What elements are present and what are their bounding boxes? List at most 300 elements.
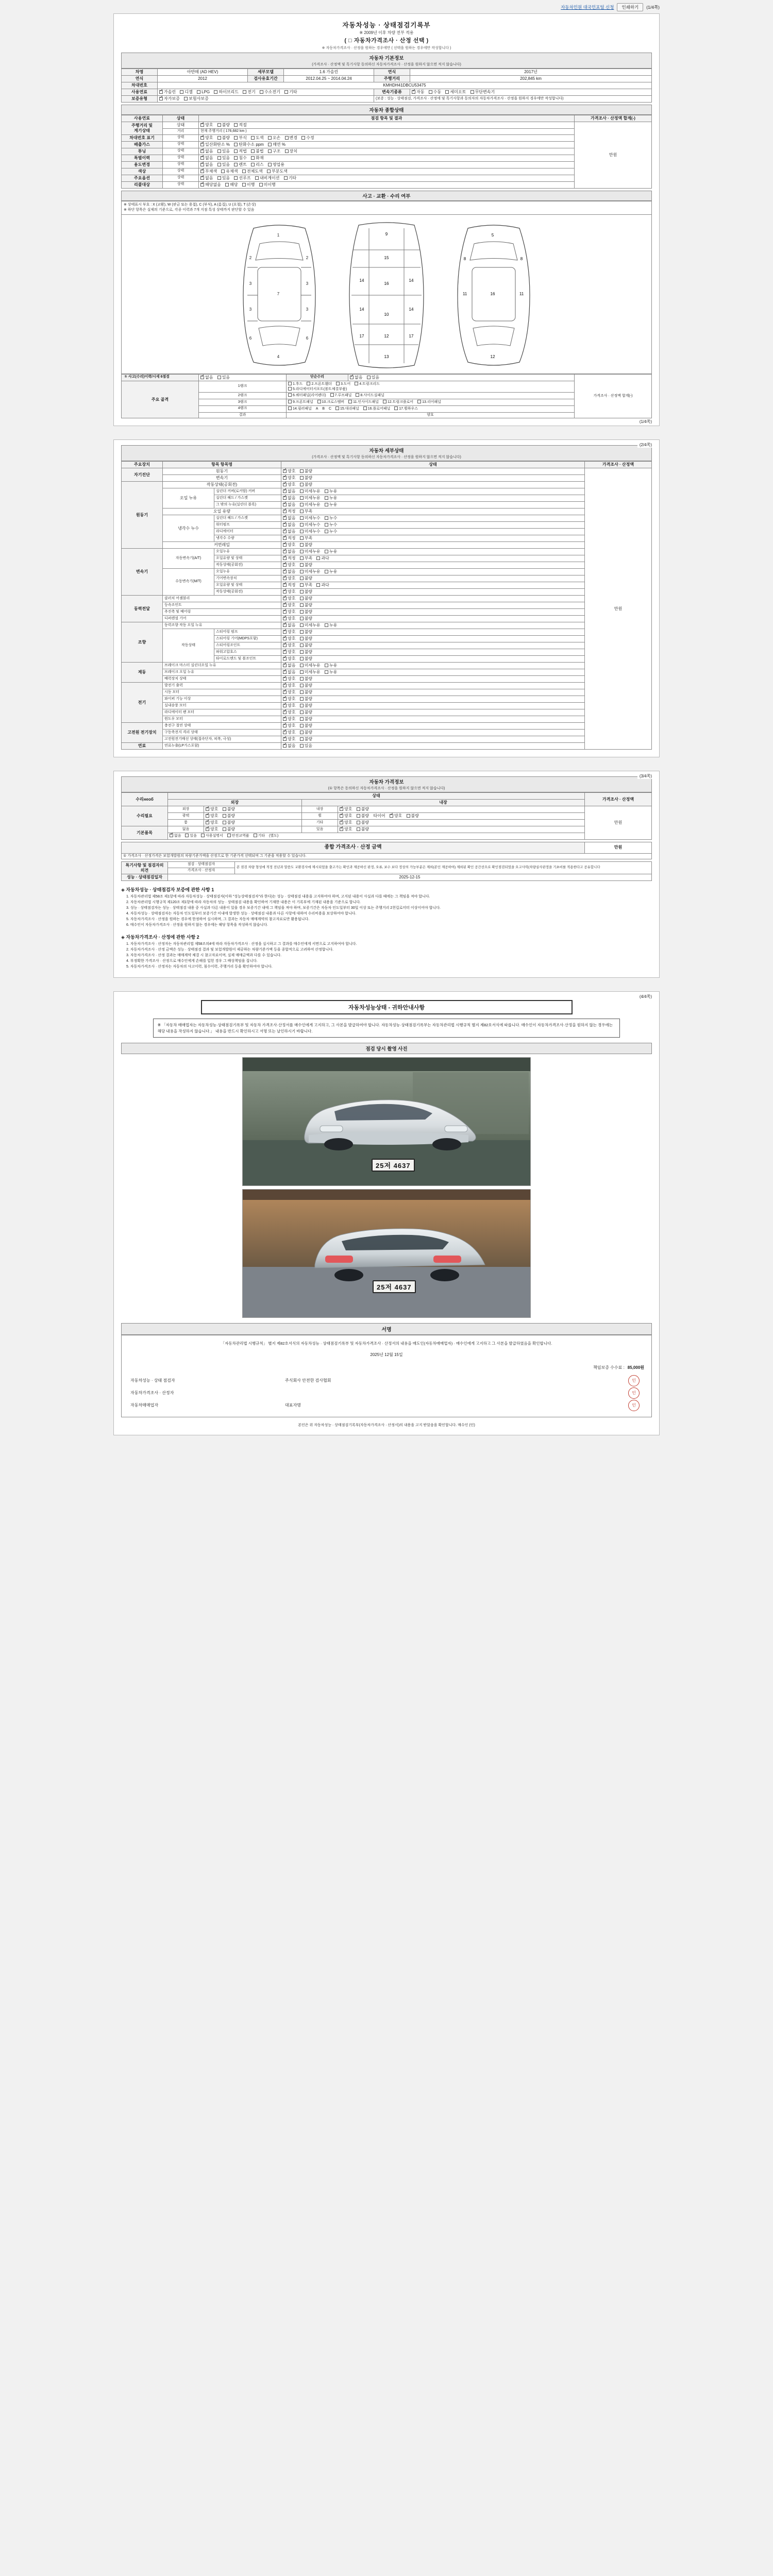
steer-oilleak-none[interactable]: ✓ 없음 [283,623,295,628]
row-label-history: 특별이력 [122,155,163,161]
portal-link[interactable]: 자동차민원 대국민포털 신청 [561,5,614,10]
row-label-recall: 리콜대상 [122,181,163,188]
radiator-fan-bad[interactable]: 불량 [300,710,312,715]
block-none[interactable]: ✓ 없음 [283,502,295,507]
steer-joint-good[interactable]: ✓ 양호 [283,643,295,648]
rank3-item-1[interactable]: 10.크로스멤버 [317,400,345,405]
state-at-oilstate [281,555,585,562]
steer-oilleak-minor[interactable]: 미세누유 [300,623,321,628]
charge-port-bad[interactable]: 불량 [300,723,312,728]
mt-oilleak-none[interactable]: ✓ 없음 [283,569,295,574]
starter-good[interactable]: ✓ 양호 [283,690,295,695]
wiper-bad[interactable]: 불량 [300,697,312,702]
commonrail-bad[interactable]: 불량 [300,543,312,548]
rank-label-3: 3랭크 [199,399,287,406]
mt-oilstate-over[interactable]: 과다 [316,583,329,588]
at-oilleak-none[interactable]: ✓ 없음 [283,549,295,554]
trans-option-semiauto[interactable]: 세미오토 [445,90,466,95]
basic-yes-good[interactable]: ✓ 양호 [340,827,352,832]
option-sunroof[interactable]: 선루프 [234,176,250,181]
print-button[interactable]: 인쇄하기 [617,3,643,11]
recall-yes[interactable]: 해당 [225,182,238,188]
table-row [122,515,652,522]
table-row [122,709,652,716]
selfdiag-engine-bad[interactable]: 불량 [300,469,312,474]
sign-company-appraiser [283,1387,624,1399]
rank4-item-4[interactable]: 15.대쉬패널 [335,406,359,412]
basic-safety[interactable]: 안전교역품 [227,834,249,839]
basic-yes-label: 있음 [302,826,338,833]
etc-bad[interactable]: 불량 [357,820,369,825]
row-sub-color: 상태 [163,168,199,175]
headgasket-leak[interactable]: 누유 [325,496,337,501]
fuel-option-gasoline[interactable]: ✓ 가솔린 [159,90,176,95]
fuel-option-lpg[interactable]: LPG [197,90,210,95]
rank1-item-2[interactable]: 3.도어 [336,382,350,387]
price-head-ext: 외장 [168,800,302,806]
option-navigation[interactable]: 내비게이션 [255,176,280,181]
section-basic-info-title: 자동차 기본정보 [369,56,404,61]
accident-note-1: ※ 상태표시 부호 : X (교환), W (판금 또는 용접), C (부식), A (흠집), U (요철), T (손상) [124,202,256,207]
at-oilleak-minor[interactable]: 미세누유 [300,549,321,554]
car-diagram [121,215,652,374]
coolantamount-low[interactable]: 부족 [300,536,312,541]
page4-title: 자동차성능상태 - 귀하안내사항 [201,1000,573,1014]
table-row [122,488,652,495]
subitem-rockercover: 실린더 커버(로커암) 커버 [214,488,281,495]
page-title: 자동차성능 · 상태점검기록부 [342,22,431,29]
sub-manual-trans: 수동변속기(M/T) [163,569,214,596]
basic-none-bad[interactable]: 불량 [223,827,235,832]
tuning-legal[interactable]: 적법 [234,149,246,154]
table-row [122,813,652,820]
vin-paint[interactable]: 도색 [251,135,263,141]
tire-bad[interactable]: 불량 [407,814,419,819]
power-hose-good[interactable]: ✓ 양호 [283,650,295,655]
polish-good[interactable]: ✓ 양호 [206,814,218,819]
blower-bad[interactable]: 불량 [300,703,312,708]
usechange-lease[interactable]: 리스 [251,162,263,167]
page2-mark: (2/4쪽) [637,442,654,448]
page1-footer-mark: (1/4쪽) [637,419,654,425]
booster-bad[interactable]: 불량 [300,676,312,682]
table-row [122,806,652,813]
row-items-history [199,155,575,161]
window-motor-bad[interactable]: 불량 [300,717,312,722]
tuning-illegal[interactable]: 불법 [251,149,263,154]
propshaft-bad[interactable]: 불량 [300,609,312,615]
row-sub-distance: 거리 [163,129,199,135]
tierod-good[interactable]: ✓ 양호 [283,656,295,662]
col-head-price: 가격조사 · 산정액 합계(-) [575,115,652,122]
svg-text:16: 16 [384,281,389,286]
item-steer-operation: 작동상태 [163,629,214,663]
basic-yes-bad[interactable]: 불량 [357,827,369,832]
table-row [122,69,652,76]
coolanthead-minor[interactable]: 미세누수 [300,516,321,521]
at-operation-good[interactable]: ✓ 양호 [283,563,295,568]
price-col-state: 상태 [168,793,585,800]
option-yes[interactable]: 있음 [217,176,230,181]
page-title-secondary: ( □ 자동차가격조사 · 산정 선택 ) [344,38,429,44]
svg-text:2: 2 [249,255,252,260]
tuning-structure[interactable]: 구조 [268,149,280,154]
rank2-item-1[interactable]: 7.루프패널 [330,393,352,398]
svg-text:5: 5 [491,232,494,238]
option-etc[interactable]: 기타 [284,176,296,181]
at-oilstate-low[interactable]: 부족 [300,556,312,561]
steer-joint-bad[interactable]: 불량 [300,643,312,648]
toolbar [113,3,660,11]
cvjoint-good[interactable]: ✓ 양호 [283,603,295,608]
item-mt-oilstate: 오일유량 및 상태 [214,582,281,589]
color-partial-paint[interactable]: 부분도색 [267,169,288,174]
mileage-bad[interactable]: 불량 [217,123,230,128]
differential-bad[interactable]: 불량 [300,616,312,621]
basic-separate: (별도) [268,834,279,838]
recall-notdone[interactable]: 미이행 [259,182,276,188]
svg-text:8: 8 [520,256,523,261]
coolanthead-leak[interactable]: 누수 [325,516,337,521]
clutch-good[interactable]: ✓ 양호 [283,596,295,601]
warranty-option-self[interactable]: ✓ 자가보증 [159,96,180,101]
rank2-item-0[interactable]: 6.쿼터패널(리어펜더) [288,393,326,398]
master-cyl-none[interactable]: ✓ 없음 [283,663,295,668]
power-hose-bad[interactable]: 불량 [300,650,312,655]
emission-smoke[interactable]: 매연 % [268,142,285,147]
rank4-item-2[interactable]: B [322,406,325,411]
item-blower: 실내송풍 모터 [163,703,281,709]
master-cyl-leak[interactable]: 누유 [325,663,337,668]
rank4-item-1[interactable]: A [315,406,318,411]
rank4-item-3[interactable]: C [328,406,332,411]
brake-oil-none[interactable]: ✓ 없음 [283,670,295,675]
basic-manual[interactable]: 사용설명서 [201,834,223,839]
explain-item-1-3: 4. 자동차성능 · 상태점검자는 자동차 인도일부터 보증기간 이내에 발생한 성능 · 상태점검 내용과 다른 사항에 대하여 수리비용을 보상하여야 합니다. [126,912,357,916]
repair-etc-label: 기타 [302,820,338,826]
section-condition-band: 자동차 종합상태 [121,105,652,115]
fuel-option-electric[interactable]: 전기 [243,90,255,95]
clutch-bad[interactable]: 불량 [300,596,312,601]
starter-bad[interactable]: 불량 [300,690,312,695]
waterpump-minor[interactable]: 미세누수 [300,522,321,528]
usechange-rent[interactable]: 렌트 [234,162,246,167]
alternator-bad[interactable]: 불량 [300,683,312,688]
fuel-option-hybrid[interactable]: 하이브리드 [214,90,239,95]
fuel-option-diesel[interactable]: 디젤 [180,90,192,95]
page-2 [113,439,660,757]
at-oilstate-over[interactable]: 과다 [316,556,329,561]
price-col-amount: 가격조사 · 산정액 [585,793,652,806]
fuel-option-other[interactable]: 기타 [284,90,297,95]
color-chromatic[interactable]: 유채색 [221,169,238,174]
history-fire[interactable]: 화재 [251,156,263,161]
item-differential: 디퍼렌셜 기어 [163,616,281,622]
state-mt-operation [281,589,585,596]
brake-oil-leak[interactable]: 누유 [325,670,337,675]
rockercover-minor[interactable]: 미세누유 [300,489,321,494]
simple-repair-yes[interactable]: 있음 [367,375,379,380]
mt-operation-good[interactable]: ✓ 양호 [283,589,295,595]
recall-done[interactable]: 이행 [242,182,255,188]
field-label-inspection: 검사유효기간 [248,76,284,82]
vin-changed[interactable]: 변경 [285,135,297,141]
accident-history-label: ① 사고(수리)이력/시세 6점검 [122,374,199,381]
rank3-item-4[interactable]: 13.리어패널 [417,400,441,405]
block-leak[interactable]: 누유 [325,502,337,507]
basic-extra-none[interactable]: ✓없음 [170,834,181,839]
history-yes[interactable]: 있음 [217,156,230,161]
row-label-options: 주요옵션 [122,175,163,181]
explain-item-1-5: 6. 매수인이 자동차가격조사 · 산정을 원하지 않는 경우에는 해당 항목을 작성하지 않습니다. [126,923,268,927]
mt-gearshift-bad[interactable]: 불량 [300,576,312,581]
fuel-leak-yes[interactable]: 있음 [300,743,312,749]
alternator-good[interactable]: ✓ 양호 [283,683,295,688]
wheel-bad[interactable]: 불량 [357,814,369,819]
selfdiag-trans-bad[interactable]: 불량 [300,476,312,481]
hv-battery-good[interactable]: ✓ 양호 [283,730,295,735]
vin-corrosion[interactable]: 부식 [234,135,246,141]
mileage-proper[interactable]: 적절 [234,123,246,128]
warranty-note: (보증 : 성능 · 상태점검, 가격조사 · 산정에 및 특기사항과 동의자의 자동차가격조사 · 산정을 원하지 경우에만 작성합니다) [374,96,652,103]
oilamount-ok[interactable]: ✓ 적정 [283,509,295,514]
commonrail-good[interactable]: ✓ 양호 [283,543,295,548]
rank1-item-1[interactable]: 2.프론트휀더 [307,382,332,387]
fee-label: 책임보증 수수료 : [593,1365,625,1370]
block-minor[interactable]: 미세누유 [300,502,321,507]
group-brake: 제동 [122,663,163,683]
state-hv-wiring [281,736,585,743]
steer-oilleak-leak[interactable]: 누유 [325,623,337,628]
steer-pump-good[interactable]: ✓ 양호 [283,630,295,635]
basic-extra-yes[interactable]: 있음 [185,834,197,839]
window-motor-good[interactable]: ✓ 양호 [283,717,295,722]
booster-good[interactable]: ✓ 양호 [283,676,295,682]
headgasket-minor[interactable]: 미세누유 [300,496,321,501]
waterpump-leak[interactable]: 누수 [325,522,337,528]
svg-text:12: 12 [384,333,389,338]
master-cyl-minor[interactable]: 미세누유 [300,663,321,668]
usechange-yes[interactable]: 있음 [217,162,230,167]
state-engine-idle [281,482,585,488]
field-label-year: 연식 [374,69,410,76]
rank2-item-2[interactable]: 8.사이드실패널 [356,393,384,398]
mt-oilleak-minor[interactable]: 미세누유 [300,569,321,574]
hv-battery-bad[interactable]: 불량 [300,730,312,735]
recall-na[interactable]: ✓ 해당없음 [200,182,221,188]
oilamount-low[interactable]: 부족 [300,509,312,514]
trans-option-auto[interactable]: ✓ 자동 [412,90,424,95]
wheel-good[interactable]: ✓ 양호 [340,814,352,819]
rockercover-none[interactable]: ✓ 없음 [283,489,295,494]
state-clutch [281,596,585,602]
row-items-vin [199,134,575,141]
selfdiag-engine-good[interactable]: ✓ 양호 [283,469,295,474]
room-bad[interactable]: 불량 [223,820,235,825]
inspector-date-value: 2025-12-15 [168,874,652,880]
engine-idle-bad[interactable]: 불량 [300,482,312,487]
mt-gearshift-good[interactable]: ✓ 양호 [283,576,295,581]
mileage-good[interactable]: ✓ 양호 [200,123,213,128]
vin-damage[interactable]: 오손 [268,135,280,141]
differential-good[interactable]: ✓ 양호 [283,616,295,621]
row-items-mileage [199,122,575,129]
mt-oilstate-ok[interactable]: ✓ 적정 [283,583,295,588]
basic-none-label: 없음 [168,826,204,833]
brake-oil-minor[interactable]: 미세누유 [300,670,321,675]
item-at-operation: 작동상태(공회전) [214,562,281,569]
emission-hc[interactable]: 탄화수소 ppm [234,142,264,147]
subitem-coolant-amount: 냉각수 수량 [214,535,281,542]
usechange-none[interactable]: ✓ 없음 [200,162,213,167]
color-full-paint[interactable]: 전체도색 [242,169,263,174]
headgasket-none[interactable]: ✓ 없음 [283,496,295,501]
at-operation-bad[interactable]: 불량 [300,563,312,568]
room-good[interactable]: ✓ 양호 [206,820,218,825]
mt-oilstate-low[interactable]: 부족 [300,583,312,588]
tuning-device[interactable]: 장치 [285,149,297,154]
at-oilleak-leak[interactable]: 누유 [325,549,337,554]
selfdiag-trans-good[interactable]: ✓ 양호 [283,476,295,481]
rank4-item-6[interactable]: 17.휠하우스 [394,406,418,412]
tire-good[interactable]: ✓ 양호 [390,814,402,819]
page4-warning: ※ 「자동차 매매업자는 자동차성능·상태점검기록부 및 자동차 가격조사·산정서를 매수인에게 고지하고, 그 사본을 발급하여야 합니다. 자동차성능·상태점검기록부는 자동차관리법 시행규칙 별지 제82호서식에 따릅니다. 매수인이 자동차가격조사·산정을 원하지 않는 경우에는 해당 내용을 작성하지 않습니다.」 내용을 반드시 확인하시고 서명 또는 날인하시기 바랍니다. [153,1019,620,1038]
signature-table [129,1375,644,1412]
steer-gear-good[interactable]: ✓ 양호 [283,636,295,641]
accident-yes[interactable]: 있음 [217,375,230,380]
polish-bad[interactable]: 불량 [223,814,235,819]
table-row [122,629,652,636]
field-label-transmission: 변속기종류 [374,89,410,96]
cvjoint-bad[interactable]: 불량 [300,603,312,608]
table-row [122,393,652,399]
rank4-item-0[interactable]: 14.필러패널 [288,406,312,412]
table-row [122,482,652,488]
svg-text:8: 8 [463,256,466,261]
charge-port-good[interactable]: ✓ 양호 [283,723,295,728]
mt-oilleak-leak[interactable]: 누유 [325,569,337,574]
engine-idle-good[interactable]: ✓ 양호 [283,482,295,487]
color-achromatic[interactable]: ✓ 무채색 [200,169,217,174]
hv-wiring-bad[interactable]: 불량 [300,737,312,742]
svg-text:17: 17 [409,333,414,338]
state-mt-gearshift [281,575,585,582]
fuel-leak-none[interactable]: ✓ 없음 [283,743,295,749]
rank-label-4: 4랭크 [199,405,287,412]
field-label-warranty: 보증유형 [122,96,158,103]
blower-good[interactable]: ✓ 양호 [283,703,295,708]
state-steer-joint [281,642,585,649]
simple-repair-none[interactable]: ✓ 없음 [350,375,362,380]
steer-gear-bad[interactable]: 불량 [300,636,312,641]
emission-co[interactable]: ✓ 일산화탄소 % [200,142,230,147]
wiper-good[interactable]: ✓ 양호 [283,697,295,702]
vin-modified[interactable]: 수정 [301,135,314,141]
svg-text:2: 2 [306,255,309,260]
history-none[interactable]: ✓ 없음 [200,156,213,161]
etc-good[interactable]: ✓ 양호 [340,820,352,825]
tierod-bad[interactable]: 불량 [300,656,312,662]
basic-none-good[interactable]: ✓ 양호 [206,827,218,832]
state-blower [281,703,585,709]
repair-ext-good[interactable]: ✓ 양호 [206,807,218,812]
sign-label-dealer: 자동차매매업자 [130,1402,159,1408]
row-label-vin-mark: 차대번호 표기 [122,134,163,141]
repair-int-good[interactable]: ✓ 양호 [340,807,352,812]
propshaft-good[interactable]: ✓ 양호 [283,609,295,615]
item-wiper: 와이퍼 기능 이상 [163,696,281,703]
rank3-item-2[interactable]: 11.인사이드패널 [348,400,379,405]
state-steer-oilleak [281,622,585,629]
table-row [122,723,652,730]
explain-item-1-1: 2. 자동차관리법 시행규칙 제120조 제1항에 따라 자동차의 성능 · 상태점검 내용을 확인하여 기재한 내용은 이 기록부에 기재된 내용을 기준으로 합니다. [126,900,361,904]
trans-option-manual[interactable]: 수동 [429,90,441,95]
item-brake-oil: 브레이크 오일 누유 [163,669,281,676]
rank1-item-4[interactable]: 5.라디에이터서포트(볼트체결부품) [288,387,347,392]
sign-stamp-appraiser: 인 [624,1387,644,1399]
radiator-minor[interactable]: 미세누수 [300,529,321,534]
rank1-item-3[interactable]: 4.트렁크리드 [355,382,380,387]
history-flood[interactable]: 침수 [234,156,246,161]
coolantamount-ok[interactable]: ✓ 적정 [283,536,295,541]
table-row [122,475,652,482]
coolanthead-none[interactable]: ✓ 없음 [283,516,295,521]
radiator-leak[interactable]: 누수 [325,529,337,534]
hv-wiring-good[interactable]: ✓ 양호 [283,737,295,742]
state-headgasket [281,495,585,502]
vin-bad[interactable]: 불량 [217,135,230,141]
tuning-yes[interactable]: 있음 [217,149,230,154]
tuning-none[interactable]: ✓ 없음 [200,149,213,154]
waterpump-none[interactable]: ✓ 없음 [283,522,295,528]
usechange-commercial[interactable]: 영업용 [268,162,284,167]
col-head-state: 상태 [163,115,199,122]
repair-int-bad[interactable]: 불량 [357,807,369,812]
sign-value-inspector [222,1375,283,1387]
radiator-none[interactable]: ✓ 없음 [283,529,295,534]
table-row [122,683,652,689]
field-label-carname: 차명 [122,69,158,76]
accident-none[interactable]: ✓ 없음 [200,375,213,380]
basic-other[interactable]: 기타 [254,834,265,839]
rank3-item-0[interactable]: 9.프론트패널 [288,400,313,405]
radiator-fan-good[interactable]: ✓ 양호 [283,710,295,715]
table-row [122,122,652,129]
item-at-oilstate: 오일유량 및 상태 [214,555,281,562]
basic-none-value [204,826,302,833]
page-1 [113,13,660,426]
repair-ext-bad[interactable]: 불량 [223,807,235,812]
at-oilstate-ok[interactable]: ✓ 적정 [283,556,295,561]
rank4-item-5[interactable]: 16.플로어패널 [363,406,391,412]
steer-pump-bad[interactable]: 불량 [300,630,312,635]
option-none[interactable]: ✓ 없음 [200,176,213,181]
trans-option-cvt[interactable]: 무단변속기 [470,90,495,95]
state-commonrail [281,542,585,549]
page3-mark: (3/4쪽) [637,773,654,779]
warranty-option-insurer[interactable]: 보험사보증 [184,96,209,101]
fuel-option-hydrogen[interactable]: 수소전기 [260,90,280,95]
item-propshaft: 추진축 및 베어링 [163,609,281,616]
rockercover-leak[interactable]: 누유 [325,489,337,494]
rank1-item-0[interactable]: 1.후드 [288,382,303,387]
rank3-item-3[interactable]: 12.트렁크플로어 [383,400,413,405]
group-steering: 조향 [122,622,163,663]
mt-operation-bad[interactable]: 불량 [300,589,312,595]
total-price-note: ① 가격조사 · 산정가격은 보험개발원의 차량기준가액을 산정으로 한 기준가격 선택되며 그 기준을 적용할 수 있습니다. [122,853,652,859]
vin-good[interactable]: ✓ 양호 [200,135,213,141]
group-transmission: 변속기 [122,549,163,596]
